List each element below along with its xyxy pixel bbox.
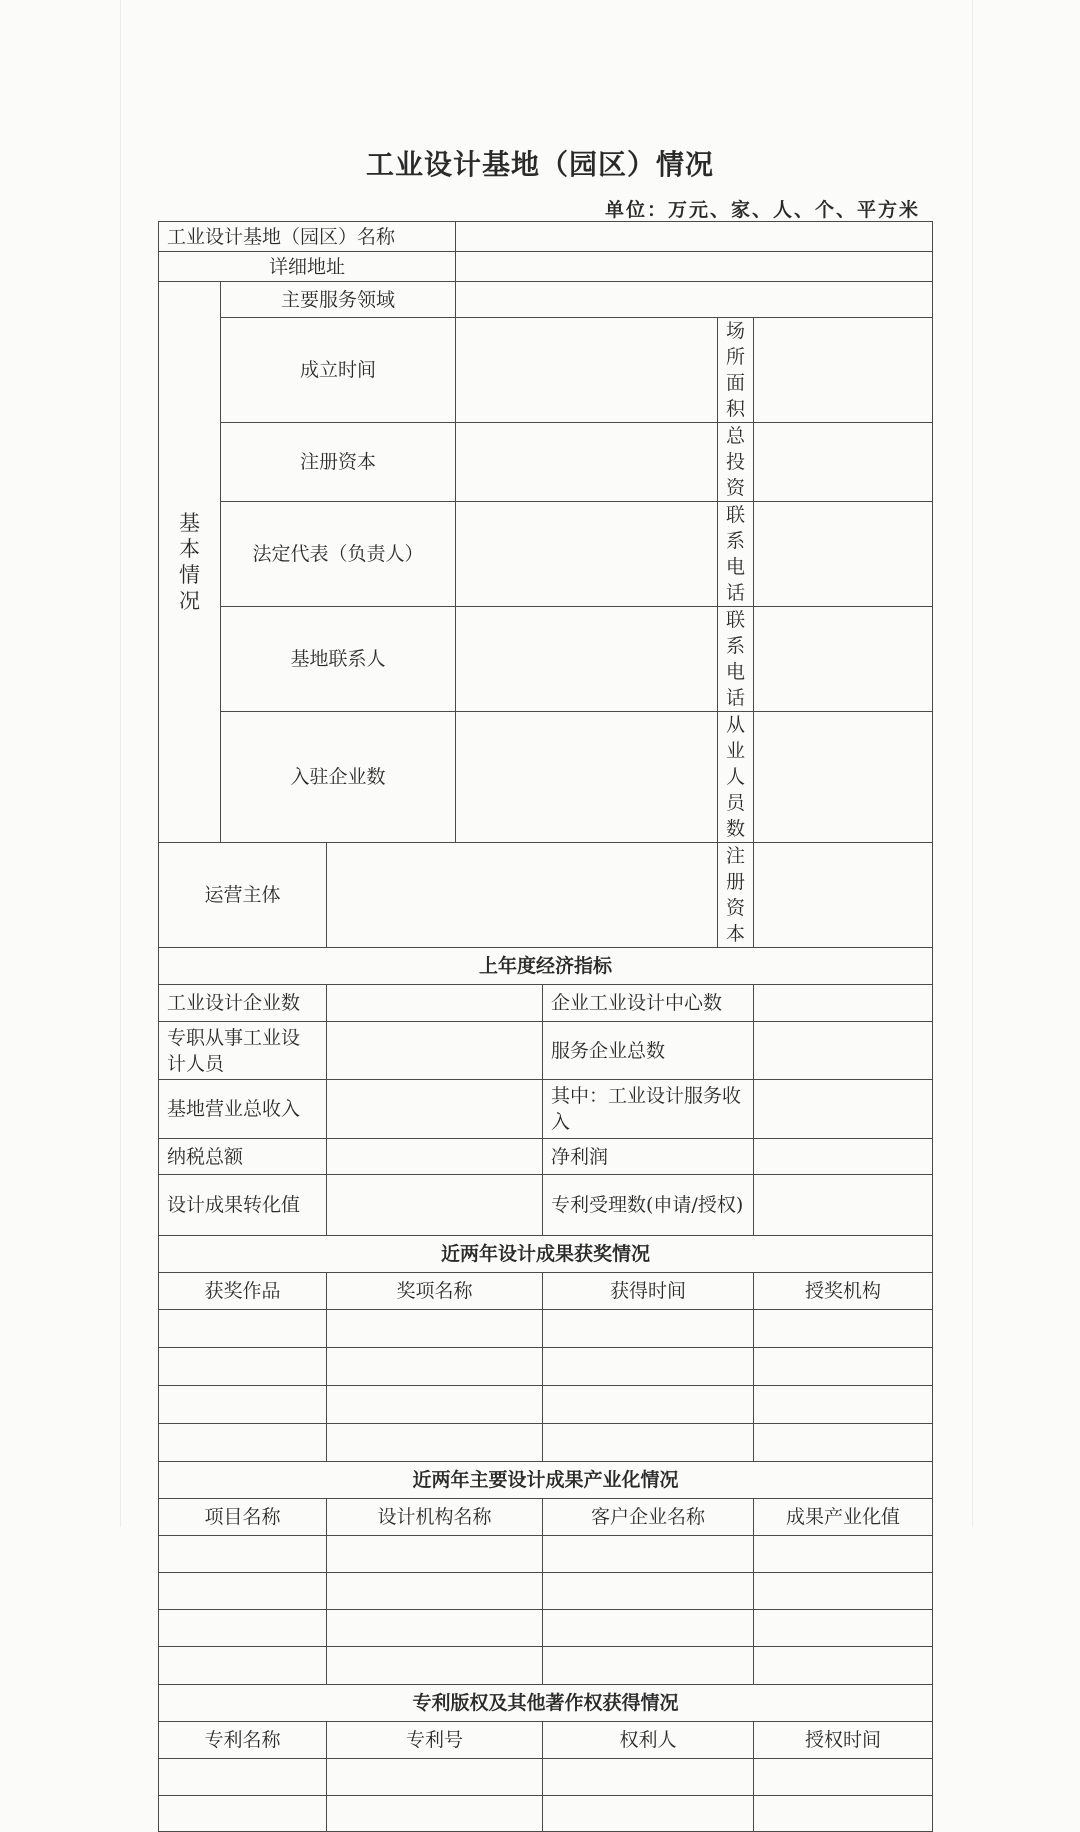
- table-cell[interactable]: [159, 1647, 327, 1685]
- table-cell[interactable]: [327, 1424, 543, 1462]
- operator-field[interactable]: [327, 843, 718, 948]
- page-edge: [972, 0, 973, 1527]
- table-cell[interactable]: [159, 1310, 327, 1348]
- base-info-form: [158, 221, 933, 1832]
- total-invest-label: 总投资: [718, 423, 754, 502]
- table-cell[interactable]: [543, 1759, 754, 1796]
- table-cell[interactable]: [159, 1348, 327, 1386]
- group-char: 本: [179, 537, 200, 561]
- table-cell[interactable]: [159, 1386, 327, 1424]
- table-cell[interactable]: [159, 1610, 327, 1647]
- operator-label: 运营主体: [159, 843, 327, 948]
- design-centers-label: 企业工业设计中心数: [543, 985, 754, 1022]
- phone-field[interactable]: [754, 502, 933, 607]
- table-cell[interactable]: [327, 1386, 543, 1424]
- column-header: 授权时间: [754, 1722, 933, 1759]
- site-area-label: 场所面积: [718, 318, 754, 423]
- table-cell[interactable]: [543, 1610, 754, 1647]
- employees-label: 从业人员数: [718, 712, 754, 843]
- table-cell[interactable]: [754, 1386, 933, 1424]
- table-cell[interactable]: [543, 1424, 754, 1462]
- column-header: 专利名称: [159, 1722, 327, 1759]
- table-cell[interactable]: [327, 1348, 543, 1386]
- served-enterprises-field[interactable]: [754, 1022, 933, 1080]
- phone-label: 联系电话: [718, 502, 754, 607]
- table-row: [159, 1796, 933, 1832]
- design-centers-field[interactable]: [754, 985, 933, 1022]
- table-cell[interactable]: [159, 1796, 327, 1832]
- table-cell[interactable]: [754, 1796, 933, 1832]
- design-service-income-field[interactable]: [754, 1080, 933, 1139]
- page-title: 工业设计基地（园区）情况: [365, 148, 714, 181]
- column-header: 授奖机构: [754, 1273, 933, 1310]
- est-time-label: 成立时间: [221, 318, 456, 423]
- fulltime-staff-label: 专职从事工业设计人员: [159, 1022, 327, 1080]
- table-cell[interactable]: [543, 1573, 754, 1610]
- table-cell[interactable]: [327, 1536, 543, 1573]
- column-header: 项目名称: [159, 1499, 327, 1536]
- total-tax-label: 纳税总额: [159, 1139, 327, 1175]
- table-cell[interactable]: [754, 1573, 933, 1610]
- table-row: [159, 1759, 933, 1796]
- column-header: 获奖作品: [159, 1273, 327, 1310]
- reg-capital-label: 注册资本: [221, 423, 456, 502]
- column-header: 专利号: [327, 1722, 543, 1759]
- table-cell[interactable]: [327, 1610, 543, 1647]
- table-row: [159, 1348, 933, 1386]
- page-edge: [120, 0, 121, 1527]
- table-cell[interactable]: [754, 1348, 933, 1386]
- address-label: 详细地址: [159, 252, 456, 282]
- design-enterprises-field[interactable]: [327, 985, 543, 1022]
- section-header-industrialization: 近两年主要设计成果产业化情况: [159, 1462, 933, 1499]
- column-header: 客户企业名称: [543, 1499, 754, 1536]
- table-row: [159, 1610, 933, 1647]
- design-service-income-label: 其中：工业设计服务收入: [543, 1080, 754, 1139]
- address-field[interactable]: [456, 252, 933, 282]
- table-cell[interactable]: [543, 1348, 754, 1386]
- table-cell[interactable]: [543, 1647, 754, 1685]
- conversion-value-label: 设计成果转化值: [159, 1175, 327, 1236]
- net-profit-field[interactable]: [754, 1139, 933, 1175]
- section-header-patents: 专利版权及其他著作权获得情况: [159, 1685, 933, 1722]
- table-row: [159, 1310, 933, 1348]
- table-cell[interactable]: [543, 1386, 754, 1424]
- group-char: 况: [179, 589, 200, 613]
- legal-rep-field[interactable]: [456, 502, 718, 607]
- est-time-field[interactable]: [456, 318, 718, 423]
- column-header: 奖项名称: [327, 1273, 543, 1310]
- design-enterprises-label: 工业设计企业数: [159, 985, 327, 1022]
- table-cell[interactable]: [543, 1796, 754, 1832]
- table-row: [159, 1386, 933, 1424]
- table-cell[interactable]: [159, 1536, 327, 1573]
- service-field-field[interactable]: [456, 282, 933, 318]
- section-header-awards: 近两年设计成果获奖情况: [159, 1236, 933, 1273]
- patents-accepted-field[interactable]: [754, 1175, 933, 1236]
- op-reg-capital-label: 注册资本: [718, 843, 754, 948]
- column-header: 成果产业化值: [754, 1499, 933, 1536]
- table-row: [159, 1647, 933, 1685]
- table-cell[interactable]: [754, 1610, 933, 1647]
- basic-info-group-label: [159, 282, 221, 843]
- column-header: 获得时间: [543, 1273, 754, 1310]
- table-row: [159, 1573, 933, 1610]
- employees-field[interactable]: [754, 712, 933, 843]
- table-cell[interactable]: [754, 1424, 933, 1462]
- table-cell[interactable]: [327, 1310, 543, 1348]
- table-row: [159, 1536, 933, 1573]
- base-name-label: 工业设计基地（园区）名称: [159, 222, 456, 252]
- site-area-field[interactable]: [754, 318, 933, 423]
- table-cell[interactable]: [543, 1310, 754, 1348]
- table-cell[interactable]: [754, 1759, 933, 1796]
- table-row: [159, 1424, 933, 1462]
- table-cell[interactable]: [754, 1536, 933, 1573]
- base-name-field[interactable]: [456, 222, 933, 252]
- table-cell[interactable]: [159, 1424, 327, 1462]
- group-char: 基: [179, 511, 200, 535]
- table-cell[interactable]: [754, 1310, 933, 1348]
- enterprises-field[interactable]: [456, 712, 718, 843]
- fulltime-staff-field[interactable]: [327, 1022, 543, 1080]
- table-cell[interactable]: [327, 1573, 543, 1610]
- total-revenue-label: 基地营业总收入: [159, 1080, 327, 1139]
- phone-label: 联系电话: [718, 607, 754, 712]
- column-header: 设计机构名称: [327, 1499, 543, 1536]
- conversion-value-field[interactable]: [327, 1175, 543, 1236]
- table-cell[interactable]: [327, 1796, 543, 1832]
- table-cell[interactable]: [159, 1573, 327, 1610]
- phone-field[interactable]: [754, 607, 933, 712]
- served-enterprises-label: 服务企业总数: [543, 1022, 754, 1080]
- column-header: 权利人: [543, 1722, 754, 1759]
- group-char: 情: [179, 563, 200, 587]
- legal-rep-label: 法定代表（负责人）: [221, 502, 456, 607]
- patents-accepted-label: 专利受理数(申请/授权): [543, 1175, 754, 1236]
- contact-field[interactable]: [456, 607, 718, 712]
- section-header-economic: 上年度经济指标: [159, 948, 933, 985]
- total-invest-field[interactable]: [754, 423, 933, 502]
- enterprises-label: 入驻企业数: [221, 712, 456, 843]
- reg-capital-field[interactable]: [456, 423, 718, 502]
- net-profit-label: 净利润: [543, 1139, 754, 1175]
- table-cell[interactable]: [543, 1536, 754, 1573]
- table-cell[interactable]: [327, 1647, 543, 1685]
- unit-note: 单位：万元、家、人、个、平方米: [604, 199, 920, 221]
- service-field-label: 主要服务领域: [221, 282, 456, 318]
- contact-label: 基地联系人: [221, 607, 456, 712]
- op-reg-capital-field[interactable]: [754, 843, 933, 948]
- table-cell[interactable]: [159, 1759, 327, 1796]
- table-cell[interactable]: [327, 1759, 543, 1796]
- table-cell[interactable]: [754, 1647, 933, 1685]
- total-revenue-field[interactable]: [327, 1080, 543, 1139]
- total-tax-field[interactable]: [327, 1139, 543, 1175]
